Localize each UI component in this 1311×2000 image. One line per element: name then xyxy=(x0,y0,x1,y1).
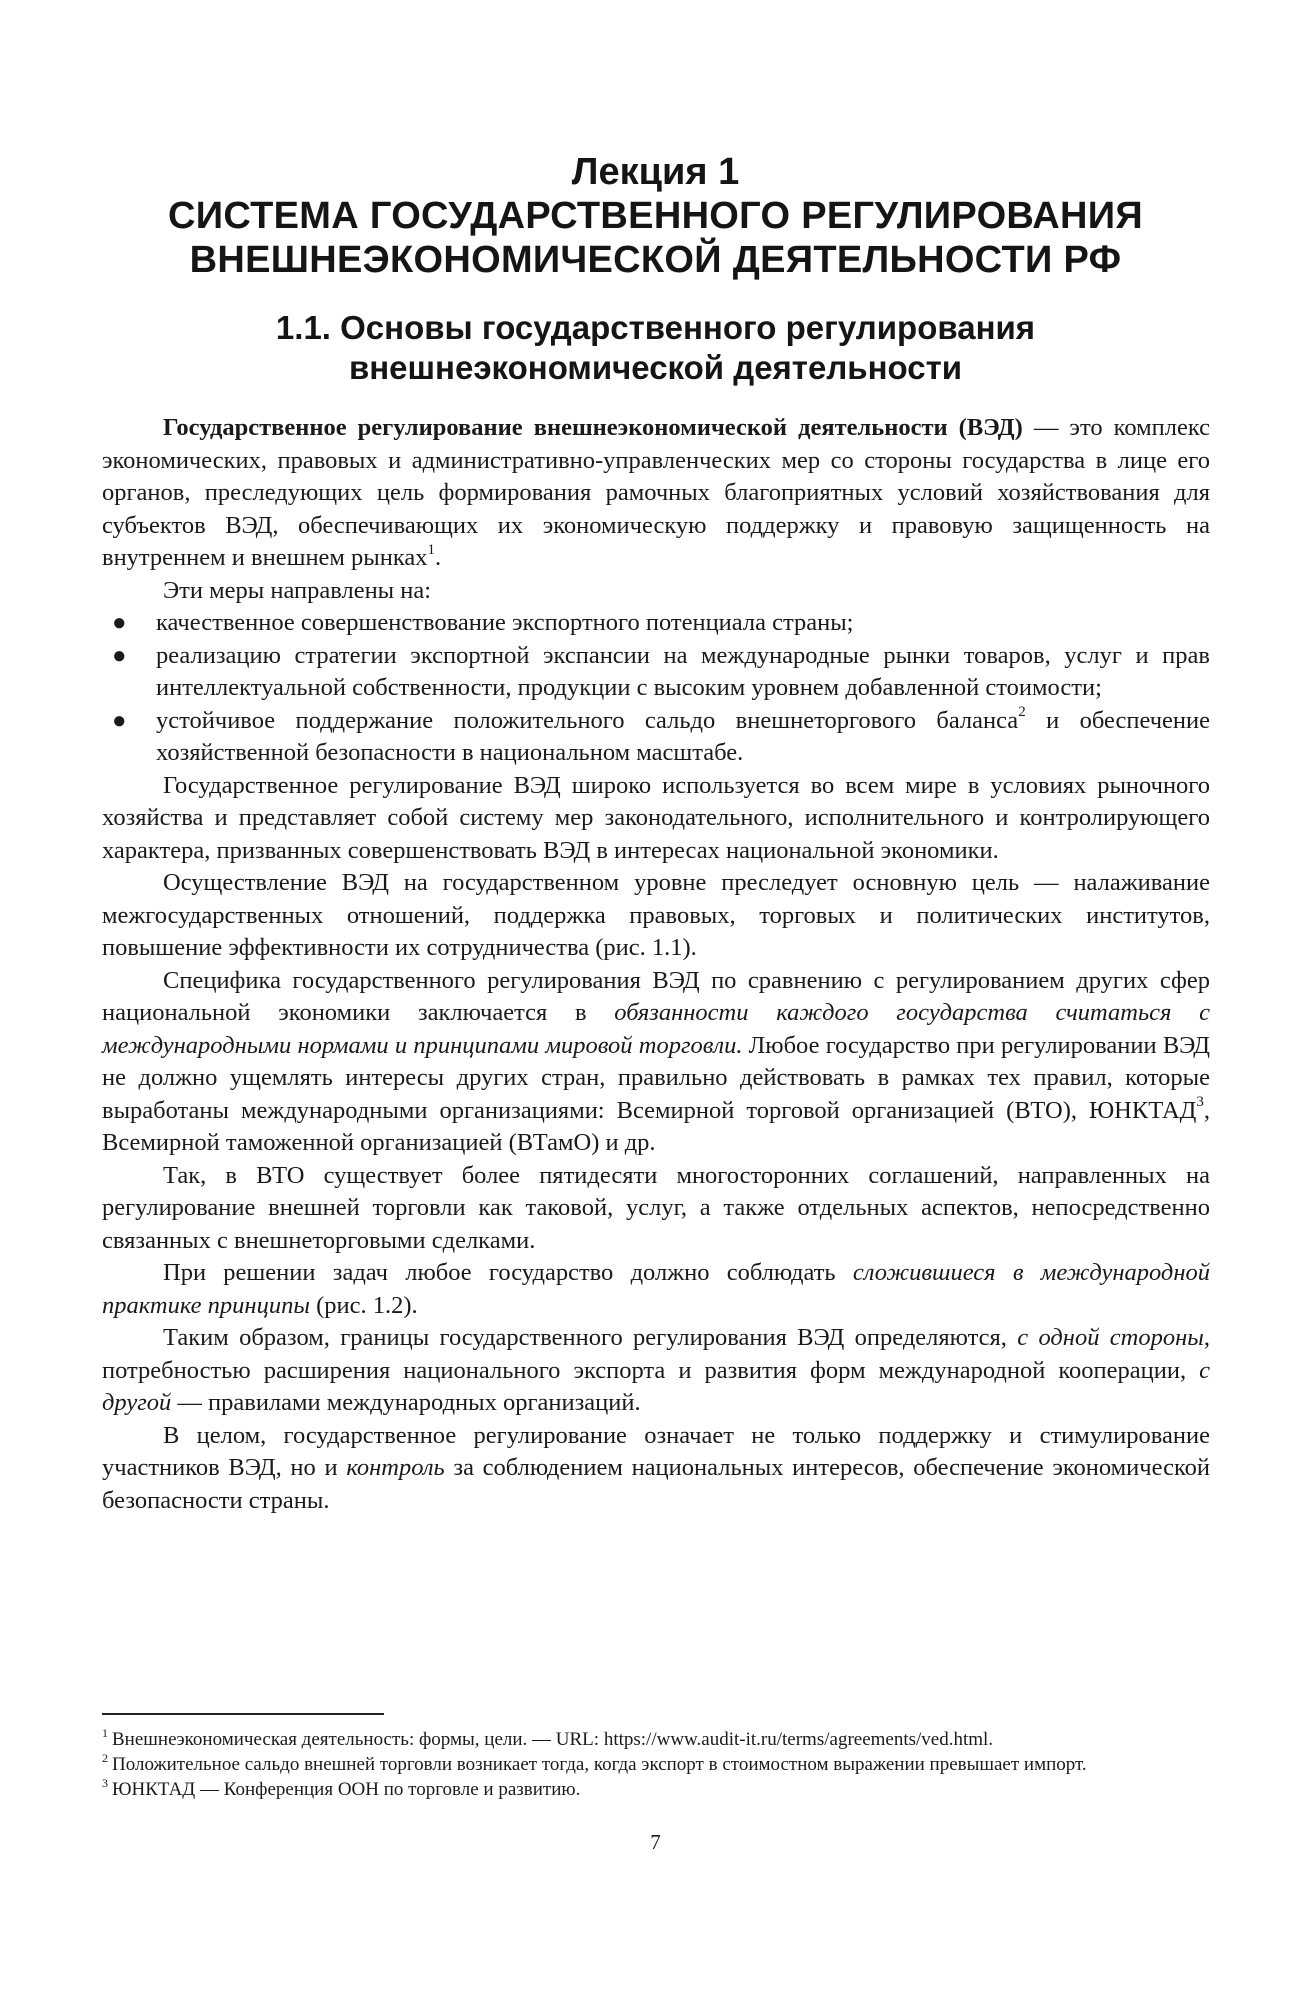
footnote-text: Внешнеэкономическая деятельность: формы, цели. — URL: https://www.audit-it.ru/terms/agreements/ved.html. xyxy=(112,1729,994,1750)
text-run: , потребностью расширения национального экспорта и развития форм международной кооперации, xyxy=(102,1324,1210,1384)
footnote-2 xyxy=(102,1752,1210,1777)
paragraph-4: Осуществление ВЭД на государственном уровне преследует основную цель — налаживание межгосударственных отношений, поддержка правовых, торговых и политических институтов, повышение эффективности их сотрудничества (рис. 1.1). xyxy=(102,869,1210,961)
bullet-icon: ● xyxy=(112,642,127,669)
text-run: При решении задач любое государство должно соблюдать xyxy=(163,1259,853,1286)
bullet-icon: ● xyxy=(112,707,127,734)
footnote-3 xyxy=(102,1777,1210,1802)
definition-term: Государственное регулирование внешнеэкономической деятельности (ВЭД) xyxy=(163,414,1023,441)
footnote-number: 2 xyxy=(102,1750,108,1765)
paragraph-9 xyxy=(102,1420,1210,1518)
footnote-1 xyxy=(102,1727,1210,1752)
text-run: Специфика государственного регулирования ВЭД по сравнению с регулированием других сфер национальной экономики заключается в xyxy=(102,966,1210,1026)
emphasis-text: обязанности каждого государства считаться с международными нормами и принципами мировой торговли. xyxy=(102,999,1210,1059)
section-title-line-1: 1.1. Основы государственного регулирования xyxy=(275,309,1036,346)
emphasis-text: с одной стороны xyxy=(1017,1324,1204,1351)
text-run: — правилами международных организаций. xyxy=(171,1389,641,1416)
text-run: Любое государство при регулировании ВЭД не должно ущемлять интересы других стран, правильно действовать в рамках тех правил, которые выработаны международными организациями: Всемирной торговой организацией (ВТО), ЮНКТАД xyxy=(102,1031,1210,1124)
paragraph-measures-intro: Эти меры направлены на: xyxy=(163,576,432,604)
definition-text: — это комплекс экономических, правовых и административно-управленческих мер со стороны государства в лице его органов, преследующих цель формирования рамочных благоприятных условий хозяйствования для субъектов ВЭД, обеспечивающих их экономическую поддержку и правовую защищенность на внутреннем и внешнем рынках xyxy=(102,414,1210,571)
section-title-line-2: внешнеэкономической деятельности xyxy=(348,349,963,386)
list-item-text-end: и обеспечение хозяйственной безопасности в национальном масштабе. xyxy=(156,706,1211,766)
text-run: В целом, государственное регулирование означает не только поддержку и стимулирование участников ВЭД, но и xyxy=(102,1421,1210,1481)
list-item xyxy=(102,607,1210,640)
page-number: 7 xyxy=(650,1830,661,1854)
list-item xyxy=(102,705,1210,770)
paragraph-8 xyxy=(102,1322,1210,1420)
text-run: , Всемирной таможенной организацией (ВТамО) и др. xyxy=(102,1096,1210,1156)
list-item xyxy=(102,640,1210,705)
paragraph-6: Так, в ВТО существует более пятидесяти многосторонних соглашений, направленных на регулирование внешней торговли как таковой, услуг, а также отдельных аспектов, непосредственно связанных с внешнеторговыми сделками. xyxy=(102,1161,1210,1254)
chapter-title-line-1: СИСТЕМА ГОСУДАРСТВЕННОГО РЕГУЛИРОВАНИЯ xyxy=(168,195,1143,237)
bullet-icon: ● xyxy=(112,610,127,636)
lecture-number: Лекция 1 xyxy=(571,151,740,193)
paragraph-definition xyxy=(102,412,1210,575)
chapter-title-line-2: ВНЕШНЕЭКОНОМИЧЕСКОЙ ДЕЯТЕЛЬНОСТИ РФ xyxy=(189,239,1122,281)
footnotes xyxy=(102,1727,1210,1802)
text-run: за соблюдением национальных интересов, обеспечение экономической безопасности страны. xyxy=(102,1454,1210,1514)
footnote-divider xyxy=(102,1713,384,1715)
footnote-ref-2: 2 xyxy=(1018,704,1026,721)
footnote-number: 1 xyxy=(102,1725,108,1740)
emphasis-text: с другой xyxy=(102,1356,1210,1416)
measures-list xyxy=(102,607,1210,770)
paragraph-3: Государственное регулирование ВЭД широко используется во всем мире в условиях рыночного хозяйства и представляет собой систему мер законодательного, исполнительного и контролирующего характера, призванных совершенствовать ВЭД в интересах национальной экономики. xyxy=(102,771,1210,864)
footnote-number: 3 xyxy=(102,1775,108,1790)
emphasis-text: сложившиеся в международной практике принципы xyxy=(102,1259,1210,1319)
text-run: (рис. 1.2). xyxy=(309,1291,418,1319)
list-item-text: устойчивое поддержание положительного сальдо внешнеторгового баланса xyxy=(156,706,1019,734)
footnote-text: ЮНКТАД — Конференция ООН по торговле и развитию. xyxy=(112,1779,581,1800)
paragraph-7 xyxy=(102,1257,1210,1322)
paragraph-5 xyxy=(102,965,1210,1160)
footnote-ref-1: 1 xyxy=(427,541,436,558)
list-item-text: качественное совершенствование экспортного потенциала страны; xyxy=(156,609,854,636)
footnote-ref-3: 3 xyxy=(1196,1094,1204,1111)
body-text xyxy=(102,412,1210,1517)
text-run: Таким образом, границы государственного регулирования ВЭД определяются, xyxy=(163,1324,1018,1351)
footnote-text: Положительное сальдо внешней торговли возникает тогда, когда экспорт в стоимостном выражении превышает импорт. xyxy=(112,1754,1087,1775)
emphasis-text: контроль xyxy=(346,1454,445,1481)
definition-end: . xyxy=(435,544,442,571)
list-item-text: реализацию стратегии экспортной экспансии на международные рынки товаров, услуг и прав интеллектуальной собственности, продукции с высоким уровнем добавленной стоимости; xyxy=(156,641,1210,701)
